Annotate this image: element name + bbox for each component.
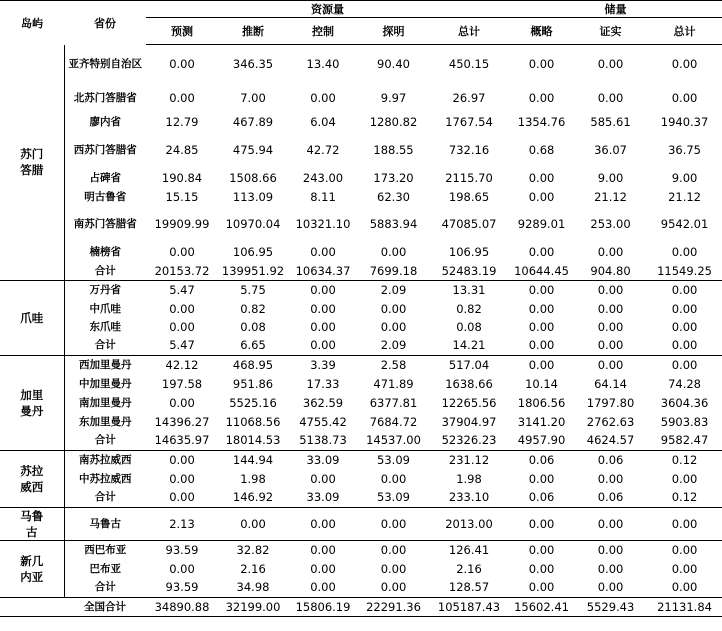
province-cell: 西加里曼丹 xyxy=(79,358,132,371)
value-cell: 74.28 xyxy=(668,376,701,391)
value-cell: 0.00 xyxy=(380,245,407,259)
island-cell: 马鲁 古 xyxy=(0,507,64,540)
province-cell: 南苏拉威西 xyxy=(79,453,132,466)
value-cell: 4624.57 xyxy=(574,431,647,450)
value-cell: 33.09 xyxy=(306,452,340,467)
province-cell: 万丹省 xyxy=(89,284,121,296)
subtotal-row xyxy=(0,336,722,355)
value-cell: 0.00 xyxy=(288,507,358,540)
value-cell: 0.00 xyxy=(528,189,555,204)
value-cell: 2115.70 xyxy=(445,171,493,185)
value-cell: 10.14 xyxy=(525,376,558,391)
value-cell: 0.00 xyxy=(169,395,195,410)
value-cell: 13.31 xyxy=(452,283,486,297)
table-row xyxy=(0,469,722,488)
value-cell: 5138.73 xyxy=(288,431,358,450)
value-cell: 467.89 xyxy=(232,115,274,129)
province-cell: 明古鲁省 xyxy=(84,190,127,203)
value-cell: 64.14 xyxy=(594,376,627,391)
value-cell: 21.12 xyxy=(594,189,627,204)
value-cell: 0.00 xyxy=(528,301,555,316)
value-cell: 0.82 xyxy=(240,301,266,316)
header-island: 岛屿 xyxy=(0,1,64,45)
value-cell: 0.00 xyxy=(647,336,722,355)
value-cell: 14537.00 xyxy=(358,431,429,450)
value-cell: 468.95 xyxy=(232,357,274,372)
table-body xyxy=(0,45,722,617)
national-total-label: 全国合计 xyxy=(64,597,146,616)
value-cell: 10970.04 xyxy=(225,217,281,231)
value-cell: 0.00 xyxy=(528,56,555,71)
value-cell: 93.59 xyxy=(146,578,218,597)
value-cell: 0.00 xyxy=(528,561,555,576)
value-cell: 10634.37 xyxy=(288,262,358,281)
value-cell: 52483.19 xyxy=(429,262,509,281)
value-cell: 0.00 xyxy=(574,507,647,540)
value-cell: 0.00 xyxy=(218,507,288,540)
value-cell: 2.13 xyxy=(146,507,218,540)
value-cell: 346.35 xyxy=(232,56,274,71)
value-cell: 15806.19 xyxy=(288,597,358,616)
value-cell: 15.15 xyxy=(165,189,199,204)
province-cell: 中加里曼丹 xyxy=(79,377,132,390)
value-cell: 231.12 xyxy=(448,452,490,467)
value-cell: 0.00 xyxy=(169,561,195,576)
value-cell: 0.00 xyxy=(358,507,429,540)
header-col-proven: 证实 xyxy=(574,18,647,45)
value-cell: 0.00 xyxy=(528,245,555,259)
value-cell: 42.72 xyxy=(306,143,340,157)
value-cell: 188.55 xyxy=(373,143,414,157)
value-cell: 6377.81 xyxy=(369,395,418,410)
value-cell: 0.00 xyxy=(671,471,698,486)
value-cell: 0.00 xyxy=(169,452,195,467)
table-row xyxy=(0,113,722,132)
table-row xyxy=(0,393,722,412)
island-cell: 加里 曼丹 xyxy=(0,355,64,450)
value-cell: 20153.72 xyxy=(146,262,218,281)
value-cell: 1767.54 xyxy=(445,115,493,129)
table-row xyxy=(0,412,722,431)
value-cell: 9582.47 xyxy=(647,431,722,450)
value-cell: 6.04 xyxy=(310,115,336,129)
value-cell: 26.97 xyxy=(452,90,486,105)
value-cell: 0.00 xyxy=(671,542,698,557)
value-cell: 42.12 xyxy=(165,357,199,372)
value-cell: 9.00 xyxy=(597,171,624,185)
value-cell: 22291.36 xyxy=(358,597,429,616)
value-cell: 36.07 xyxy=(594,143,627,157)
table-row xyxy=(0,188,722,206)
island-cell: 新几 内亚 xyxy=(0,540,64,597)
province-cell: 东加里曼丹 xyxy=(79,415,132,428)
value-cell: 0.06 xyxy=(528,452,555,467)
value-cell: 0.00 xyxy=(310,245,336,259)
header-reserves: 储量 xyxy=(509,1,722,18)
value-cell: 21131.84 xyxy=(647,597,722,616)
value-cell: 62.30 xyxy=(377,189,410,204)
value-cell: 3604.36 xyxy=(660,395,709,410)
value-cell: 2.16 xyxy=(456,561,482,576)
value-cell: 5525.16 xyxy=(229,395,277,410)
value-cell: 24.85 xyxy=(165,143,199,157)
value-cell: 32.82 xyxy=(236,542,270,557)
value-cell: 0.00 xyxy=(647,507,722,540)
value-cell: 0.00 xyxy=(671,561,698,576)
value-cell: 139951.92 xyxy=(218,262,288,281)
value-cell: 6.65 xyxy=(218,336,288,355)
value-cell: 0.00 xyxy=(671,357,698,372)
table-row xyxy=(0,507,722,540)
subtotal-row xyxy=(0,431,722,450)
value-cell: 53.09 xyxy=(358,488,429,507)
subtotal-row xyxy=(0,262,722,281)
value-cell: 0.08 xyxy=(456,320,482,334)
value-cell: 0.00 xyxy=(528,471,555,486)
value-cell: 1354.76 xyxy=(517,115,566,129)
value-cell: 2013.00 xyxy=(429,507,509,540)
value-cell: 0.12 xyxy=(647,488,722,507)
header-col-inferred: 推断 xyxy=(218,18,288,45)
value-cell: 0.00 xyxy=(597,56,624,71)
table-row xyxy=(0,83,722,113)
value-cell: 197.58 xyxy=(161,376,203,391)
value-cell: 517.04 xyxy=(448,357,490,372)
value-cell: 0.00 xyxy=(574,578,647,597)
value-cell: 0.00 xyxy=(528,320,555,334)
value-cell: 1.98 xyxy=(456,471,482,486)
value-cell: 0.00 xyxy=(597,301,624,316)
value-cell: 21.12 xyxy=(668,189,701,204)
value-cell: 0.00 xyxy=(169,320,195,334)
value-cell: 0.08 xyxy=(240,320,266,334)
value-cell: 32199.00 xyxy=(218,597,288,616)
value-cell: 0.00 xyxy=(310,283,336,297)
value-cell: 9.97 xyxy=(380,90,407,105)
value-cell: 0.00 xyxy=(380,542,407,557)
value-cell: 9289.01 xyxy=(517,217,566,231)
value-cell: 450.15 xyxy=(448,56,490,71)
island-cell: 苏门 答腊 xyxy=(0,45,64,281)
value-cell: 475.94 xyxy=(232,143,274,157)
header-resources: 资源量 xyxy=(146,1,509,18)
value-cell: 0.00 xyxy=(509,336,574,355)
island-cell: 爪哇 xyxy=(0,281,64,356)
value-cell: 253.00 xyxy=(590,217,631,231)
value-cell: 53.09 xyxy=(377,452,410,467)
value-cell: 37904.97 xyxy=(441,414,497,429)
value-cell: 1638.66 xyxy=(445,376,493,391)
value-cell: 14635.97 xyxy=(146,431,218,450)
value-cell: 17.33 xyxy=(306,376,340,391)
value-cell: 0.00 xyxy=(169,90,195,105)
value-cell: 2.16 xyxy=(240,561,266,576)
table-row xyxy=(0,45,722,83)
value-cell: 2.58 xyxy=(380,357,407,372)
value-cell: 233.10 xyxy=(429,488,509,507)
header-col-rsv-total: 总计 xyxy=(647,18,722,45)
table-row xyxy=(0,206,722,243)
province-cell: 合计 xyxy=(64,488,146,507)
value-cell: 93.59 xyxy=(165,542,199,557)
table-row xyxy=(0,450,722,469)
value-cell: 12265.56 xyxy=(441,395,497,410)
province-cell: 北苏门答腊省 xyxy=(73,91,137,104)
value-cell: 0.00 xyxy=(146,488,218,507)
province-cell: 中爪哇 xyxy=(89,302,121,315)
province-cell: 西巴布亚 xyxy=(84,543,127,556)
value-cell: 5529.43 xyxy=(574,597,647,616)
value-cell: 146.92 xyxy=(218,488,288,507)
value-cell: 14.21 xyxy=(429,336,509,355)
value-cell: 5903.83 xyxy=(660,414,709,429)
value-cell: 2.09 xyxy=(358,336,429,355)
value-cell: 0.00 xyxy=(597,245,624,259)
value-cell: 0.00 xyxy=(597,320,624,334)
value-cell: 0.00 xyxy=(169,471,195,486)
province-cell: 合计 xyxy=(64,336,146,355)
value-cell: 8.11 xyxy=(310,189,336,204)
value-cell: 0.00 xyxy=(380,561,407,576)
value-cell: 47085.07 xyxy=(441,217,497,231)
province-cell: 合计 xyxy=(64,578,146,597)
value-cell: 173.20 xyxy=(373,171,414,185)
value-cell: 0.00 xyxy=(310,90,336,105)
value-cell: 5883.94 xyxy=(369,217,418,231)
value-cell: 3141.20 xyxy=(517,414,566,429)
value-cell: 36.75 xyxy=(668,143,701,157)
province-cell: 合计 xyxy=(64,431,146,450)
table-row xyxy=(0,374,722,393)
value-cell: 0.00 xyxy=(380,471,407,486)
province-cell: 东爪哇 xyxy=(89,321,121,333)
value-cell: 52326.23 xyxy=(429,431,509,450)
value-cell: 471.89 xyxy=(373,376,414,391)
value-cell: 105187.43 xyxy=(429,597,509,616)
value-cell: 0.06 xyxy=(509,488,574,507)
province-cell: 巴布亚 xyxy=(89,562,121,575)
value-cell: 0.00 xyxy=(574,336,647,355)
header-col-res-total: 总计 xyxy=(429,18,509,45)
value-cell: 0.00 xyxy=(597,542,624,557)
value-cell: 1.98 xyxy=(240,471,266,486)
value-cell: 1806.56 xyxy=(517,395,566,410)
province-cell: 马鲁古 xyxy=(64,507,146,540)
island-cell-empty xyxy=(0,597,64,616)
table-row xyxy=(0,540,722,559)
value-cell: 18014.53 xyxy=(218,431,288,450)
national-total-row xyxy=(0,597,722,616)
value-cell: 0.00 xyxy=(597,90,624,105)
header-col-measured: 探明 xyxy=(358,18,429,45)
island-cell: 苏拉 威西 xyxy=(0,450,64,507)
table-row xyxy=(0,243,722,262)
value-cell: 11549.25 xyxy=(647,262,722,281)
value-cell: 0.00 xyxy=(671,301,698,316)
value-cell: 0.00 xyxy=(647,578,722,597)
value-cell: 10321.10 xyxy=(295,217,351,231)
value-cell: 0.00 xyxy=(288,578,358,597)
value-cell: 0.00 xyxy=(597,357,624,372)
province-cell: 亚齐特别自治区 xyxy=(68,57,142,70)
value-cell: 15602.41 xyxy=(509,597,574,616)
value-cell: 126.41 xyxy=(448,542,490,557)
value-cell: 4957.90 xyxy=(509,431,574,450)
value-cell: 0.00 xyxy=(671,283,698,297)
value-cell: 33.09 xyxy=(288,488,358,507)
province-cell: 南加里曼丹 xyxy=(79,396,132,409)
value-cell: 1940.37 xyxy=(660,115,709,129)
table-row xyxy=(0,318,722,336)
value-cell: 0.00 xyxy=(310,561,336,576)
value-cell: 5.47 xyxy=(146,336,218,355)
table-row xyxy=(0,355,722,374)
value-cell: 9542.01 xyxy=(660,217,709,231)
table-row xyxy=(0,299,722,318)
value-cell: 5.47 xyxy=(169,283,195,297)
province-cell: 西苏门答腊省 xyxy=(73,144,137,156)
value-cell: 106.95 xyxy=(448,245,490,259)
table-row xyxy=(0,132,722,169)
value-cell: 11068.56 xyxy=(225,414,281,429)
value-cell: 0.00 xyxy=(528,90,555,105)
value-cell: 190.84 xyxy=(161,171,203,185)
value-cell: 951.86 xyxy=(232,376,274,391)
value-cell: 1508.66 xyxy=(229,171,277,185)
header-col-predicted: 预测 xyxy=(146,18,218,45)
value-cell: 0.68 xyxy=(528,143,555,157)
value-cell: 14396.27 xyxy=(154,414,210,429)
value-cell: 0.00 xyxy=(358,578,429,597)
value-cell: 732.16 xyxy=(448,143,490,157)
value-cell: 34890.88 xyxy=(146,597,218,616)
header-col-indicated: 控制 xyxy=(288,18,358,45)
value-cell: 0.00 xyxy=(310,320,336,334)
value-cell: 0.00 xyxy=(671,320,698,334)
value-cell: 0.00 xyxy=(169,56,195,71)
province-cell: 南苏门答腊省 xyxy=(73,218,137,230)
value-cell: 113.09 xyxy=(232,189,274,204)
value-cell: 0.00 xyxy=(597,561,624,576)
value-cell: 0.00 xyxy=(380,320,407,334)
value-cell: 1797.80 xyxy=(586,395,635,410)
value-cell: 106.95 xyxy=(232,245,274,259)
value-cell: 0.00 xyxy=(597,471,624,486)
value-cell: 0.00 xyxy=(310,301,336,316)
value-cell: 90.40 xyxy=(377,56,410,71)
value-cell: 198.65 xyxy=(448,189,490,204)
header-col-probable: 概略 xyxy=(509,18,574,45)
subtotal-row xyxy=(0,488,722,507)
value-cell: 0.00 xyxy=(528,283,555,297)
value-cell: 0.00 xyxy=(310,471,336,486)
table-row xyxy=(0,559,722,578)
value-cell: 19909.99 xyxy=(154,217,210,231)
province-cell: 楠榜省 xyxy=(89,246,121,258)
value-cell: 243.00 xyxy=(302,171,344,185)
province-cell: 占碑省 xyxy=(89,172,121,184)
value-cell: 2.09 xyxy=(380,283,407,297)
value-cell: 7684.72 xyxy=(369,414,418,429)
value-cell: 0.06 xyxy=(597,452,624,467)
value-cell: 0.00 xyxy=(310,542,336,557)
header-province: 省份 xyxy=(64,1,146,45)
value-cell: 0.00 xyxy=(169,301,195,316)
value-cell: 0.00 xyxy=(169,245,195,259)
value-cell: 13.40 xyxy=(306,56,340,71)
table-row xyxy=(0,281,722,300)
value-cell: 1280.82 xyxy=(369,115,418,129)
value-cell: 0.00 xyxy=(288,336,358,355)
province-cell: 中苏拉威西 xyxy=(79,472,132,485)
value-cell: 0.00 xyxy=(671,56,698,71)
value-cell: 0.00 xyxy=(528,171,555,185)
value-cell: 3.39 xyxy=(310,357,336,372)
value-cell: 0.82 xyxy=(456,301,482,316)
value-cell: 0.00 xyxy=(380,301,407,316)
value-cell: 10644.45 xyxy=(509,262,574,281)
value-cell: 9.00 xyxy=(671,171,698,185)
value-cell: 4755.42 xyxy=(299,414,347,429)
value-cell: 5.75 xyxy=(240,283,266,297)
value-cell: 0.06 xyxy=(574,488,647,507)
value-cell: 904.80 xyxy=(574,262,647,281)
value-cell: 0.00 xyxy=(597,283,624,297)
value-cell: 0.12 xyxy=(671,452,698,467)
value-cell: 0.00 xyxy=(509,578,574,597)
value-cell: 0.00 xyxy=(671,245,698,259)
value-cell: 0.00 xyxy=(528,542,555,557)
value-cell: 144.94 xyxy=(232,452,274,467)
subtotal-row xyxy=(0,578,722,597)
value-cell: 7.00 xyxy=(240,90,266,105)
value-cell: 585.61 xyxy=(590,115,631,129)
value-cell: 7699.18 xyxy=(358,262,429,281)
value-cell: 362.59 xyxy=(302,395,344,410)
value-cell: 12.79 xyxy=(165,115,199,129)
table-row xyxy=(0,169,722,188)
value-cell: 0.00 xyxy=(528,357,555,372)
value-cell: 2762.63 xyxy=(586,414,635,429)
province-cell: 合计 xyxy=(64,262,146,281)
value-cell: 0.00 xyxy=(671,90,698,105)
province-cell: 廖内省 xyxy=(89,116,121,128)
value-cell: 128.57 xyxy=(429,578,509,597)
value-cell: 34.98 xyxy=(218,578,288,597)
value-cell: 0.00 xyxy=(509,507,574,540)
